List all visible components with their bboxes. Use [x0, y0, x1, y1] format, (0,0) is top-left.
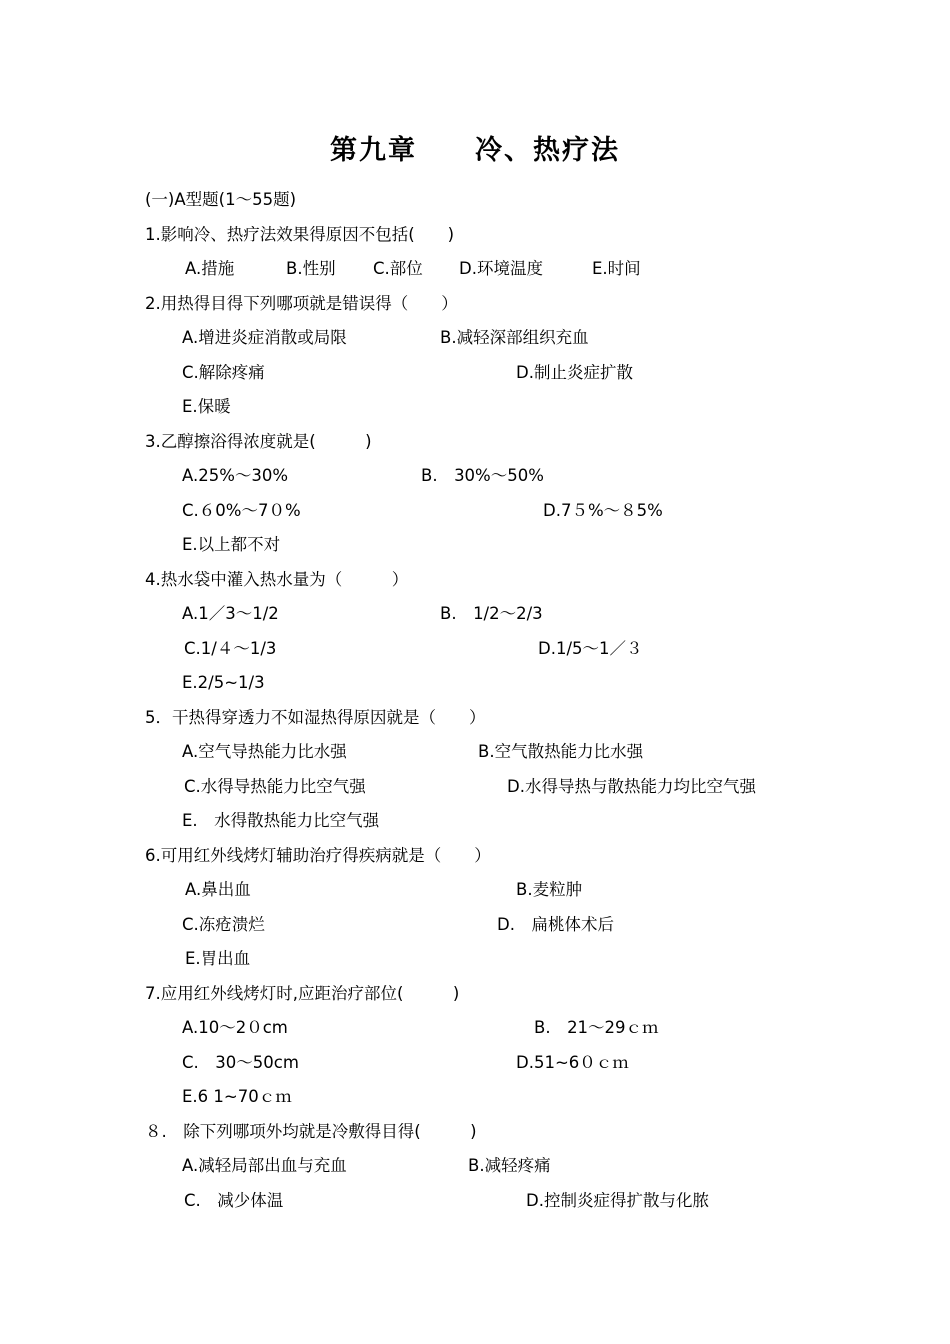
q7-option-c: C. 30～50cm	[182, 1053, 299, 1072]
q3-option-c: C.６0%～7０%	[182, 501, 301, 520]
q3-option-b: B. 30%～50%	[421, 466, 544, 485]
q2-option-b: B.减轻深部组织充血	[440, 328, 589, 347]
q7-option-d: D.51~6０ｃｍ	[516, 1053, 629, 1072]
q7-option-e: E.6 1~70ｃｍ	[182, 1087, 292, 1106]
question-1-stem: 1.影响冷、热疗法效果得原因不包括( )	[145, 225, 455, 244]
q5-option-a: A.空气导热能力比水强	[182, 742, 347, 761]
section-heading: (一)A型题(1～55题)	[145, 190, 297, 209]
q6-option-b: B.麦粒肿	[516, 880, 583, 899]
q2-option-e: E.保暖	[182, 397, 231, 416]
chapter-title: 第九章 冷、热疗法	[330, 135, 620, 166]
question-6-stem: 6.可用红外线烤灯辅助治疗得疾病就是（ ）	[145, 846, 491, 865]
q6-option-a: A.鼻出血	[185, 880, 251, 899]
q4-option-d: D.1/5～1／３	[538, 639, 643, 658]
q4-option-e: E.2/5~1/3	[182, 673, 265, 692]
q1-option-a: A.措施	[185, 259, 235, 278]
q2-option-d: D.制止炎症扩散	[516, 363, 633, 382]
q7-option-a: A.10～2０cm	[182, 1018, 288, 1037]
question-5-stem: 5．干热得穿透力不如湿热得原因就是（ ）	[145, 708, 486, 727]
q8-option-d: D.控制炎症得扩散与化脓	[526, 1191, 709, 1210]
q8-option-b: B.减轻疼痛	[468, 1156, 551, 1175]
q1-option-d: D.环境温度	[459, 259, 543, 278]
q6-option-d: D. 扁桃体术后	[497, 915, 614, 934]
q2-option-c: C.解除疼痛	[182, 363, 265, 382]
q5-option-e: E. 水得散热能力比空气强	[182, 811, 380, 830]
question-7-stem: 7.应用红外线烤灯时,应距治疗部位( )	[145, 984, 460, 1003]
q2-option-a: A.增进炎症消散或局限	[182, 328, 347, 347]
q8-option-c: C. 减少体温	[184, 1191, 284, 1210]
q4-option-c: C.1/４～1/3	[184, 639, 277, 658]
q3-option-a: A.25%～30%	[182, 466, 289, 485]
question-8-stem: ８. 除下列哪项外均就是冷敷得目得( )	[145, 1122, 477, 1141]
question-3-stem: 3.乙醇擦浴得浓度就是( )	[145, 432, 372, 451]
q6-option-c: C.冻疮溃烂	[182, 915, 265, 934]
q3-option-d: D.7５%～８5%	[543, 501, 663, 520]
question-4-stem: 4.热水袋中灌入热水量为（ ）	[145, 570, 409, 589]
q8-option-a: A.减轻局部出血与充血	[182, 1156, 347, 1175]
q5-option-c: C.水得导热能力比空气强	[184, 777, 366, 796]
q1-option-c: C.部位	[373, 259, 423, 278]
q4-option-a: A.1／3～1/2	[182, 604, 279, 623]
q6-option-e: E.胃出血	[185, 949, 251, 968]
q5-option-b: B.空气散热能力比水强	[478, 742, 644, 761]
q1-option-e: E.时间	[592, 259, 641, 278]
q1-option-b: B.性别	[286, 259, 336, 278]
q4-option-b: B. 1/2～2/3	[440, 604, 543, 623]
q5-option-d: D.水得导热与散热能力均比空气强	[507, 777, 756, 796]
q3-option-e: E.以上都不对	[182, 535, 281, 554]
question-2-stem: 2.用热得目得下列哪项就是错误得（ ）	[145, 294, 458, 313]
q7-option-b: B. 21～29ｃｍ	[534, 1018, 659, 1037]
